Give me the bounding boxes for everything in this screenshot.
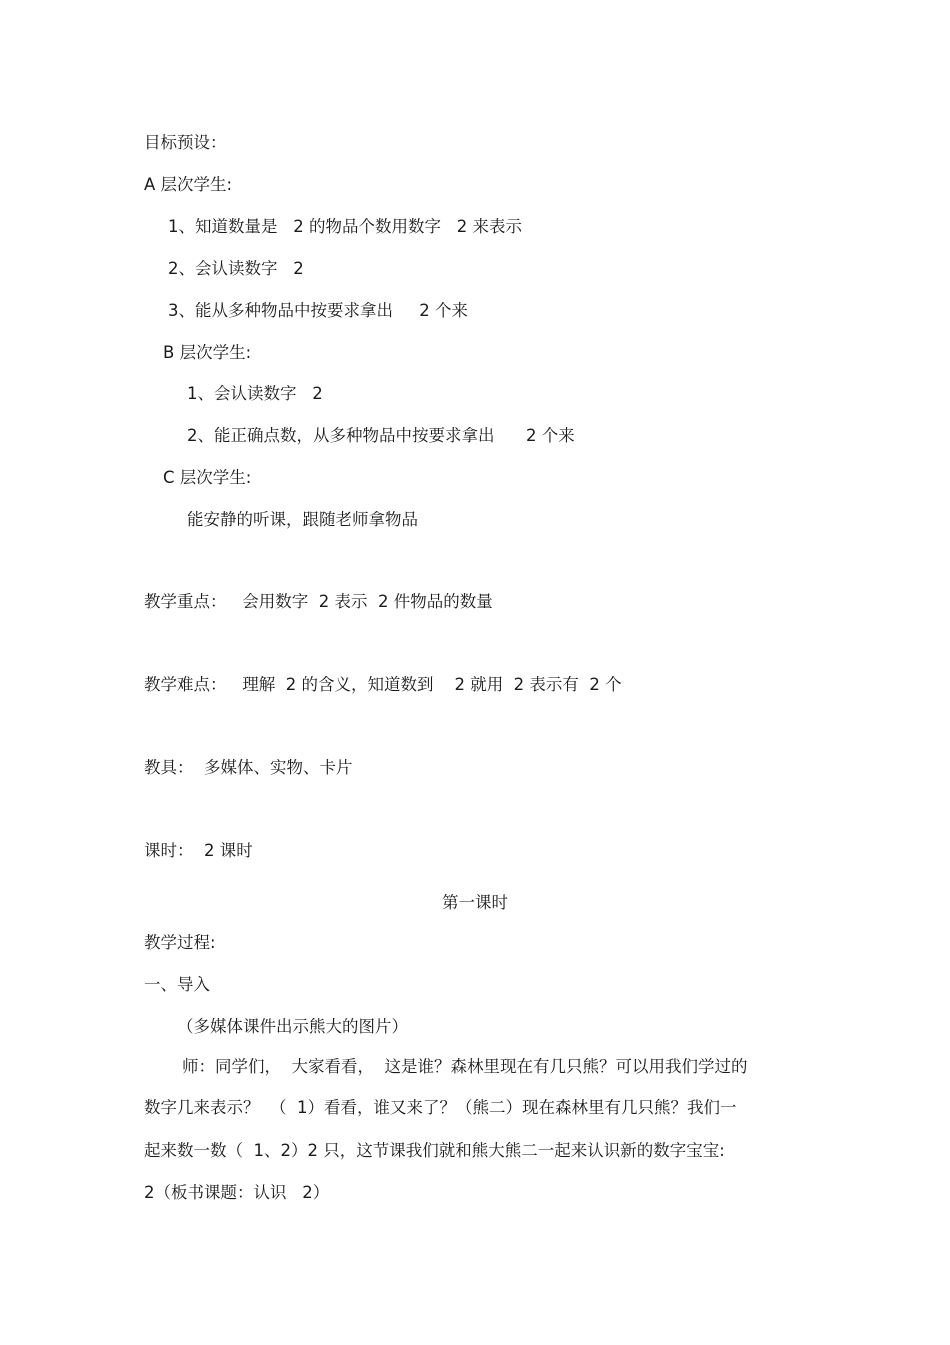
teaching-aids: 教具： 多媒体、实物、卡片: [144, 758, 353, 777]
paragraph-line-1: 师：同学们， 大家看看， 这是谁？森林里现在有几只熊？可以用我们学过的: [182, 1057, 748, 1076]
goals-heading: 目标预设：: [144, 133, 227, 152]
process-heading: 教学过程:: [144, 933, 216, 952]
class-hours: 课时： 2 课时: [144, 841, 253, 860]
level-b-item-1: 1、会认读数字 2: [187, 384, 323, 403]
key-point: 教学重点： 会用数字 2 表示 2 件物品的数量: [144, 592, 493, 611]
level-a-item-3: 3、能从多种物品中按要求拿出 2 个来: [168, 301, 468, 320]
difficulty: 教学难点： 理解 2 的含义，知道数到 2 就用 2 表示有 2 个: [144, 675, 622, 694]
level-c-title: C 层次学生:: [163, 468, 252, 487]
paragraph-line-3: 起来数一数（ 1、2）2 只，这节课我们就和熊大熊二一起来认识新的数字宝宝:: [144, 1141, 725, 1160]
paragraph-line-4: 2（板书课题：认识 2）: [144, 1183, 330, 1202]
multimedia-note: （多媒体课件出示熊大的图片）: [177, 1017, 408, 1036]
level-b-title: B 层次学生:: [163, 343, 252, 362]
level-a-title: A 层次学生:: [144, 175, 233, 194]
paragraph-line-2: 数字几来表示？ （ 1）看看，谁又来了？（熊二）现在森林里有几只熊？我们一: [144, 1098, 737, 1117]
level-b-item-2: 2、能正确点数，从多种物品中按要求拿出 2 个来: [187, 426, 575, 445]
lesson-title: 第一课时: [442, 893, 508, 912]
level-c-item-1: 能安静的听课，跟随老师拿物品: [187, 510, 418, 529]
level-a-item-1: 1、知道数量是 2 的物品个数用数字 2 来表示: [168, 217, 522, 236]
level-a-item-2: 2、会认读数字 2: [168, 259, 304, 278]
section-1-heading: 一、导入: [144, 975, 210, 994]
